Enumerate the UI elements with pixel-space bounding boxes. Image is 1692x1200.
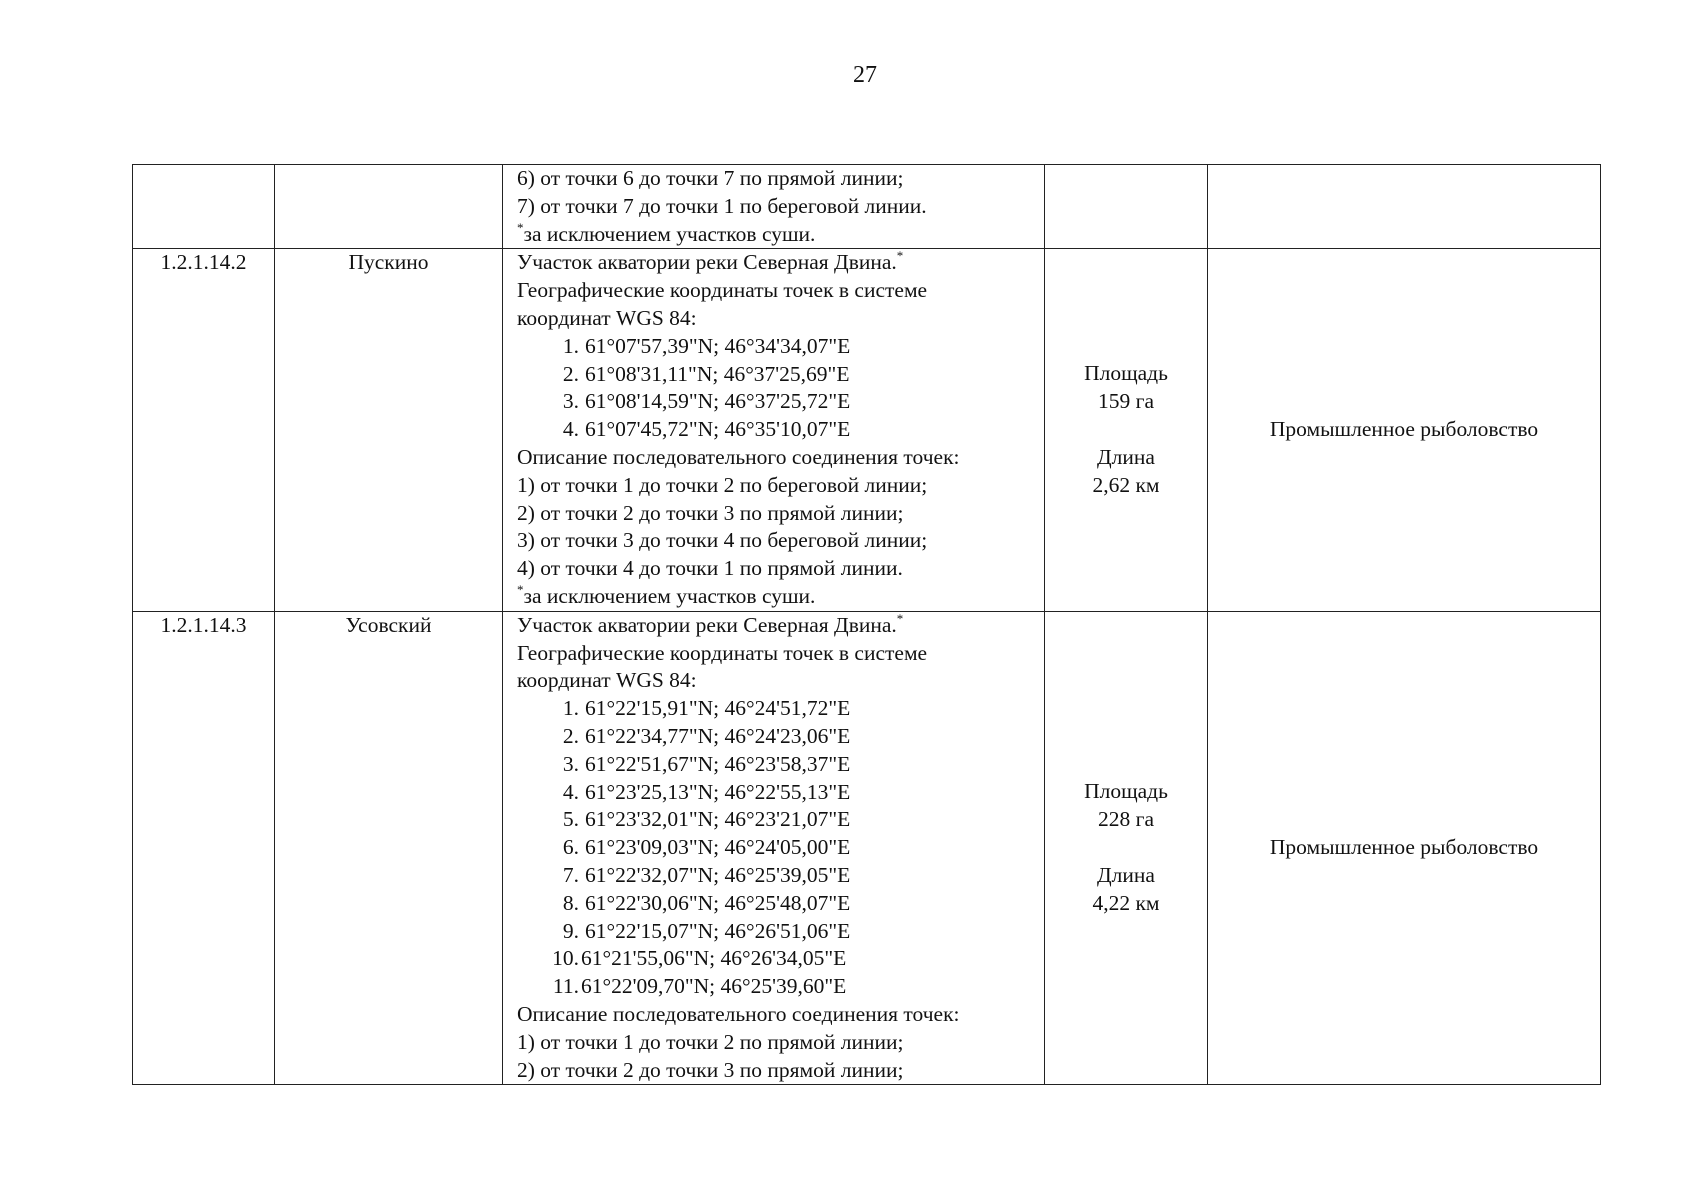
area-title: Участок акватории реки Северная Двина.* [517,248,904,275]
area-value: 228 га [1098,807,1154,832]
coordinate-item: 1. 61°07'57,39"N; 46°34'34,07"E [562,333,851,358]
table-row [133,165,1601,249]
footnote: *за исключением участков суши. [517,581,816,608]
connection-step: 7) от точки 7 до точки 1 по береговой линии. [517,193,927,218]
coordinate-item: 4. 61°23'25,13"N; 46°22'55,13"E [562,779,851,804]
table-row [133,611,1601,1085]
row-id-cell: 1.2.1.14.3 [133,611,275,1085]
coordinate-item: 11.61°22'09,70"N; 46°25'39,60"E [552,974,847,999]
coordinate-item: 9. 61°22'15,07"N; 46°26'51,06"E [562,918,851,943]
connection-step: 1) от точки 1 до точки 2 по береговой линии; [517,472,928,497]
row-name-cell: Пускино [275,249,503,611]
length-label: Длина [1097,445,1155,470]
connection-step: 2) от точки 2 до точки 3 по прямой линии; [517,500,904,525]
coords-intro: координат WGS 84: [517,305,697,330]
fishing-areas-table [132,164,1601,1085]
row-description-cell [503,611,1045,1085]
row-name-cell: Усовский [275,611,503,1085]
coordinate-item: 10.61°21'55,06"N; 46°26'34,05"E [552,946,847,971]
row-size-cell [1045,249,1208,611]
area-label: Площадь [1084,779,1168,804]
area-value: 159 га [1098,389,1154,414]
coordinate-item: 7. 61°22'32,07"N; 46°25'39,05"E [562,862,851,887]
coordinate-item: 2. 61°22'34,77"N; 46°24'23,06"E [562,723,851,748]
row-description-cell [503,165,1045,249]
connection-step: 3) от точки 3 до точки 4 по береговой линии; [517,528,928,553]
footnote: *за исключением участков суши. [517,219,816,246]
page-number: 27 [853,62,877,88]
row-id-cell: 1.2.1.14.2 [133,249,275,611]
area-label: Площадь [1084,361,1168,386]
coordinate-item: 6. 61°23'09,03"N; 46°24'05,00"E [562,835,851,860]
coords-intro: Географические координаты точек в системе [517,640,928,665]
coordinate-item: 1. 61°22'15,91"N; 46°24'51,72"E [562,696,851,721]
row-use-cell [1208,165,1601,249]
row-size-cell [1045,611,1208,1085]
length-label: Длина [1097,863,1155,888]
row-description-cell [503,249,1045,611]
length-value: 2,62 км [1092,472,1160,497]
length-value: 4,22 км [1092,890,1160,915]
connection-step: 1) от точки 1 до точки 2 по прямой линии; [517,1029,904,1054]
area-title: Участок акватории реки Северная Двина.* [517,610,904,637]
coords-intro: координат WGS 84: [517,668,697,693]
connection-title: Описание последовательного соединения точек: [517,1001,960,1026]
row-size-cell [1045,165,1208,249]
connection-step: 6) от точки 6 до точки 7 по прямой линии; [517,166,904,190]
row-name-cell [275,165,503,249]
coordinate-item: 4. 61°07'45,72"N; 46°35'10,07"E [562,417,851,442]
coordinate-item: 3. 61°08'14,59"N; 46°37'25,72"E [562,389,851,414]
connection-step: 2) от точки 2 до точки 3 по прямой линии; [517,1057,904,1082]
connection-title: Описание последовательного соединения точек: [517,444,960,469]
coordinate-item: 5. 61°23'32,01"N; 46°23'21,07"E [562,807,851,832]
row-id-cell [133,165,275,249]
row-use-cell: Промышленное рыболовство [1208,249,1601,611]
coordinate-item: 8. 61°22'30,06"N; 46°25'48,07"E [562,890,851,915]
connection-step: 4) от точки 4 до точки 1 по прямой линии. [517,556,903,581]
coordinate-item: 2. 61°08'31,11"N; 46°37'25,69"E [562,361,850,386]
row-use-cell: Промышленное рыболовство [1208,611,1601,1085]
coords-intro: Географические координаты точек в системе [517,278,928,303]
coordinate-item: 3. 61°22'51,67"N; 46°23'58,37"E [562,751,851,776]
table-row [133,249,1601,611]
